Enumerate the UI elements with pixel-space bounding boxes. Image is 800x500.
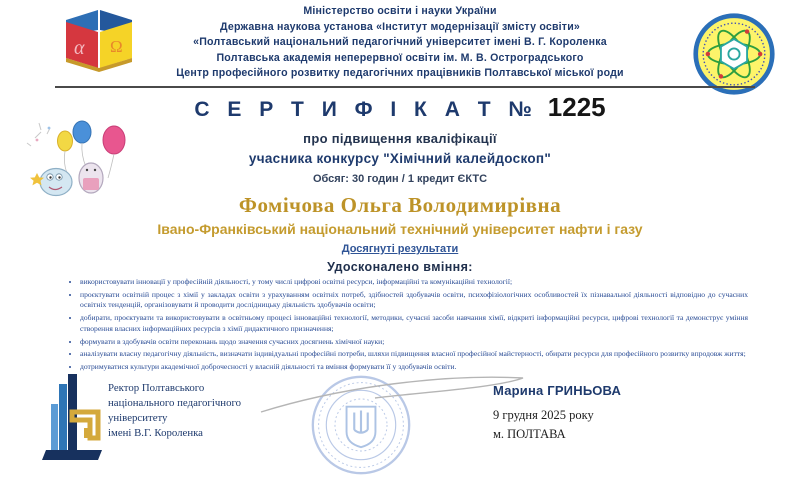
certificate-subtitle [0, 131, 800, 185]
header-line: «Полтавський національний педагогічний університет імені В. Г. Короленка [193, 36, 607, 49]
issue-city: м. ПОЛТАВА [493, 426, 566, 441]
subtitle-purpose: про підвищення кваліфікації [303, 131, 497, 146]
certificate-number: 1225 [547, 92, 606, 122]
recipient-institution: Івано-Франківський національний технічний університет нафти і газу [157, 221, 643, 237]
header-institutions [0, 4, 800, 82]
header-divider [55, 86, 755, 88]
recipient-name: Фомічова Ольга Володимирівна [238, 193, 562, 217]
rector-line: університету [108, 412, 168, 425]
university-geometric-logo-icon [38, 372, 110, 464]
result-item: • добирати, проєктувати та використовувати в освітньому процесі інноваційні технології, методики, сучасні засоби навчання хімії, відкриті інформаційні ресурси, цифрові технології та демонструє уміння створення власних інформаційних ресурсів з хімії дидактичного призначення; [80, 313, 748, 334]
rector-line: національного педагогічного [108, 397, 242, 410]
header-line: Полтавська академія неперервної освіти ім. М. В. Остроградського [216, 51, 584, 64]
signer-name: Марина ГРИНЬОВА [493, 383, 622, 398]
svg-text:α: α [74, 37, 85, 59]
result-item: • аналізувати власну педагогічну діяльність, визначати індивідуальні професійні потреби, шляхи підвищення власної професійної майстерності, обирати ресурси для професійного розвитку впродовж життя; [80, 349, 748, 359]
results-subheading: Удосконалено вміння: [327, 260, 473, 274]
header-line: Центр професійного розвитку педагогічних працівників Полтавської міської роди [176, 67, 624, 80]
subtitle-volume: Обсяг: 30 годин / 1 кредит ЄКТС [312, 173, 488, 185]
issue-date: 9 грудня 2025 року [493, 408, 594, 422]
results-heading: Досягнуті результати [341, 243, 459, 255]
results-list [68, 277, 748, 375]
svg-text:Ω: Ω [110, 37, 123, 56]
rector-title-block [108, 381, 288, 441]
round-seal-trident-icon [308, 372, 414, 478]
result-item: • використовувати інновації у професійній діяльності, у тому числі цифрові освітні ресурси, інформаційні та комунікаційні технології; [80, 277, 748, 287]
subtitle-contest: учасника конкурсу "Хімічний калейдоскоп" [248, 151, 552, 166]
date-block [493, 406, 594, 444]
header-line: Міністерство освіти і науки України [303, 5, 497, 17]
rector-line: імені В.Г. Короленка [108, 427, 203, 440]
result-item: • проєктувати освітній процес з хімії у закладах освіти з урахуванням освітніх потреб, здібностей здобувачів освіти, психофізіологічних особливостей їх пізнавальної діяльності відповідно до сучасних освітніх тенденцій, організовувати й проводити дослідницьку діяльність здобувачів освіти; [80, 290, 748, 311]
certificate-title-label: С Е Р Т И Ф І К А Т № [194, 98, 538, 121]
rector-line: Ректор Полтавського [108, 382, 205, 394]
header-line: Державна наукова установа «Інститут модернізації змісту освіти» [220, 20, 580, 33]
result-item: • дотримуватися культури академічної доброчесності у власній діяльності та вміння формувати її у здобувачів освіти. [80, 362, 748, 372]
result-item: • формувати в здобувачів освіти переконань щодо значення сучасних досягнень хімічної науки; [80, 337, 748, 347]
